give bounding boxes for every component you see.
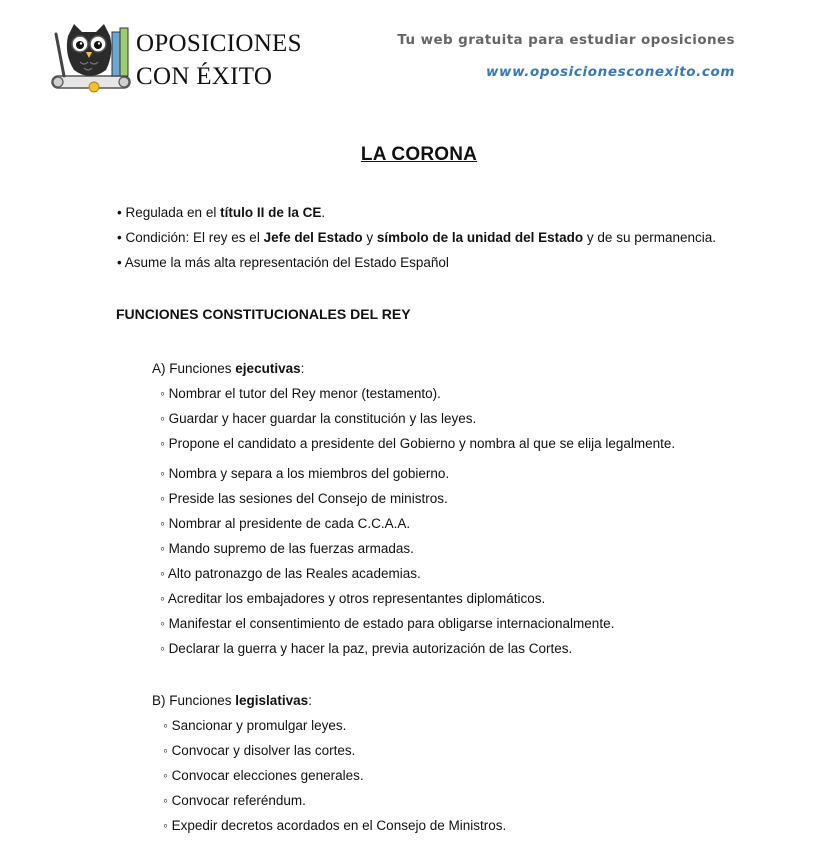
exec-item-1: ◦ Nombrar el tutor del Rey menor (testamento). [160, 386, 441, 401]
exec-item-10: ◦ Manifestar el consentimiento de estado para obligarse internacionalmente. [160, 616, 615, 631]
exec-item-9: ◦ Acreditar los embajadores y otros representantes diplomáticos. [160, 591, 546, 606]
circle-bullet-icon: ◦ [160, 466, 165, 481]
circle-bullet-icon: ◦ [160, 591, 165, 606]
exec-item-4: ◦ Nombra y separa a los miembros del gobierno. [160, 466, 450, 481]
circle-bullet-icon: ◦ [160, 436, 165, 451]
exec-heading: A) Funciones ejecutivas: [152, 361, 305, 376]
exec-item-7: ◦ Mando supremo de las fuerzas armadas. [160, 541, 414, 556]
bullet-icon: • [117, 255, 122, 270]
circle-bullet-icon: ◦ [160, 616, 165, 631]
brand-name-line2: CON ÉXITO [136, 63, 273, 90]
circle-bullet-icon: ◦ [160, 541, 165, 556]
circle-bullet-icon: ◦ [160, 386, 165, 401]
intro-bullet-3: • Asume la más alta representación del Estado Español [117, 255, 449, 270]
leg-item-5: ◦ Expedir decretos acordados en el Consejo de Ministros. [163, 818, 507, 833]
exec-item-8: ◦ Alto patronazgo de las Reales academias. [160, 566, 421, 581]
leg-item-1: ◦ Sancionar y promulgar leyes. [163, 718, 347, 733]
intro-bullet-2: • Condición: El rey es el Jefe del Estado y símbolo de la unidad del Estado y de su permanencia. [117, 230, 716, 245]
page-title: LA CORONA [360, 144, 478, 165]
brand-name-line1: OPOSICIONES [136, 30, 302, 57]
tagline: Tu web gratuita para estudiar oposiciones [397, 32, 735, 48]
owl-logo-icon [50, 20, 134, 94]
circle-bullet-icon: ◦ [163, 768, 168, 783]
section-heading: FUNCIONES CONSTITUCIONALES DEL REY [116, 306, 411, 322]
leg-item-3: ◦ Convocar elecciones generales. [163, 768, 364, 783]
exec-item-2: ◦ Guardar y hacer guardar la constitución y las leyes. [160, 411, 477, 426]
leg-heading: B) Funciones legislativas: [152, 693, 312, 708]
circle-bullet-icon: ◦ [160, 516, 165, 531]
website-link[interactable]: www.oposicionesconexito.com [485, 64, 735, 80]
exec-item-11: ◦ Declarar la guerra y hacer la paz, previa autorización de las Cortes. [160, 641, 573, 656]
exec-item-5: ◦ Preside las sesiones del Consejo de ministros. [160, 491, 448, 506]
circle-bullet-icon: ◦ [160, 411, 165, 426]
leg-item-4: ◦ Convocar referéndum. [163, 793, 306, 808]
intro-bullet-1: • Regulada en el título II de la CE. [117, 205, 326, 220]
circle-bullet-icon: ◦ [160, 641, 165, 656]
exec-item-6: ◦ Nombrar al presidente de cada C.C.A.A. [160, 516, 411, 531]
exec-item-3: ◦ Propone el candidato a presidente del Gobierno y nombra al que se elija legalmente. [160, 436, 676, 451]
bullet-icon: • [117, 205, 122, 220]
circle-bullet-icon: ◦ [163, 718, 168, 733]
circle-bullet-icon: ◦ [163, 793, 168, 808]
circle-bullet-icon: ◦ [160, 566, 165, 581]
circle-bullet-icon: ◦ [160, 491, 165, 506]
leg-item-2: ◦ Convocar y disolver las cortes. [163, 743, 356, 758]
circle-bullet-icon: ◦ [163, 743, 168, 758]
circle-bullet-icon: ◦ [163, 818, 168, 833]
bullet-icon: • [117, 230, 122, 245]
